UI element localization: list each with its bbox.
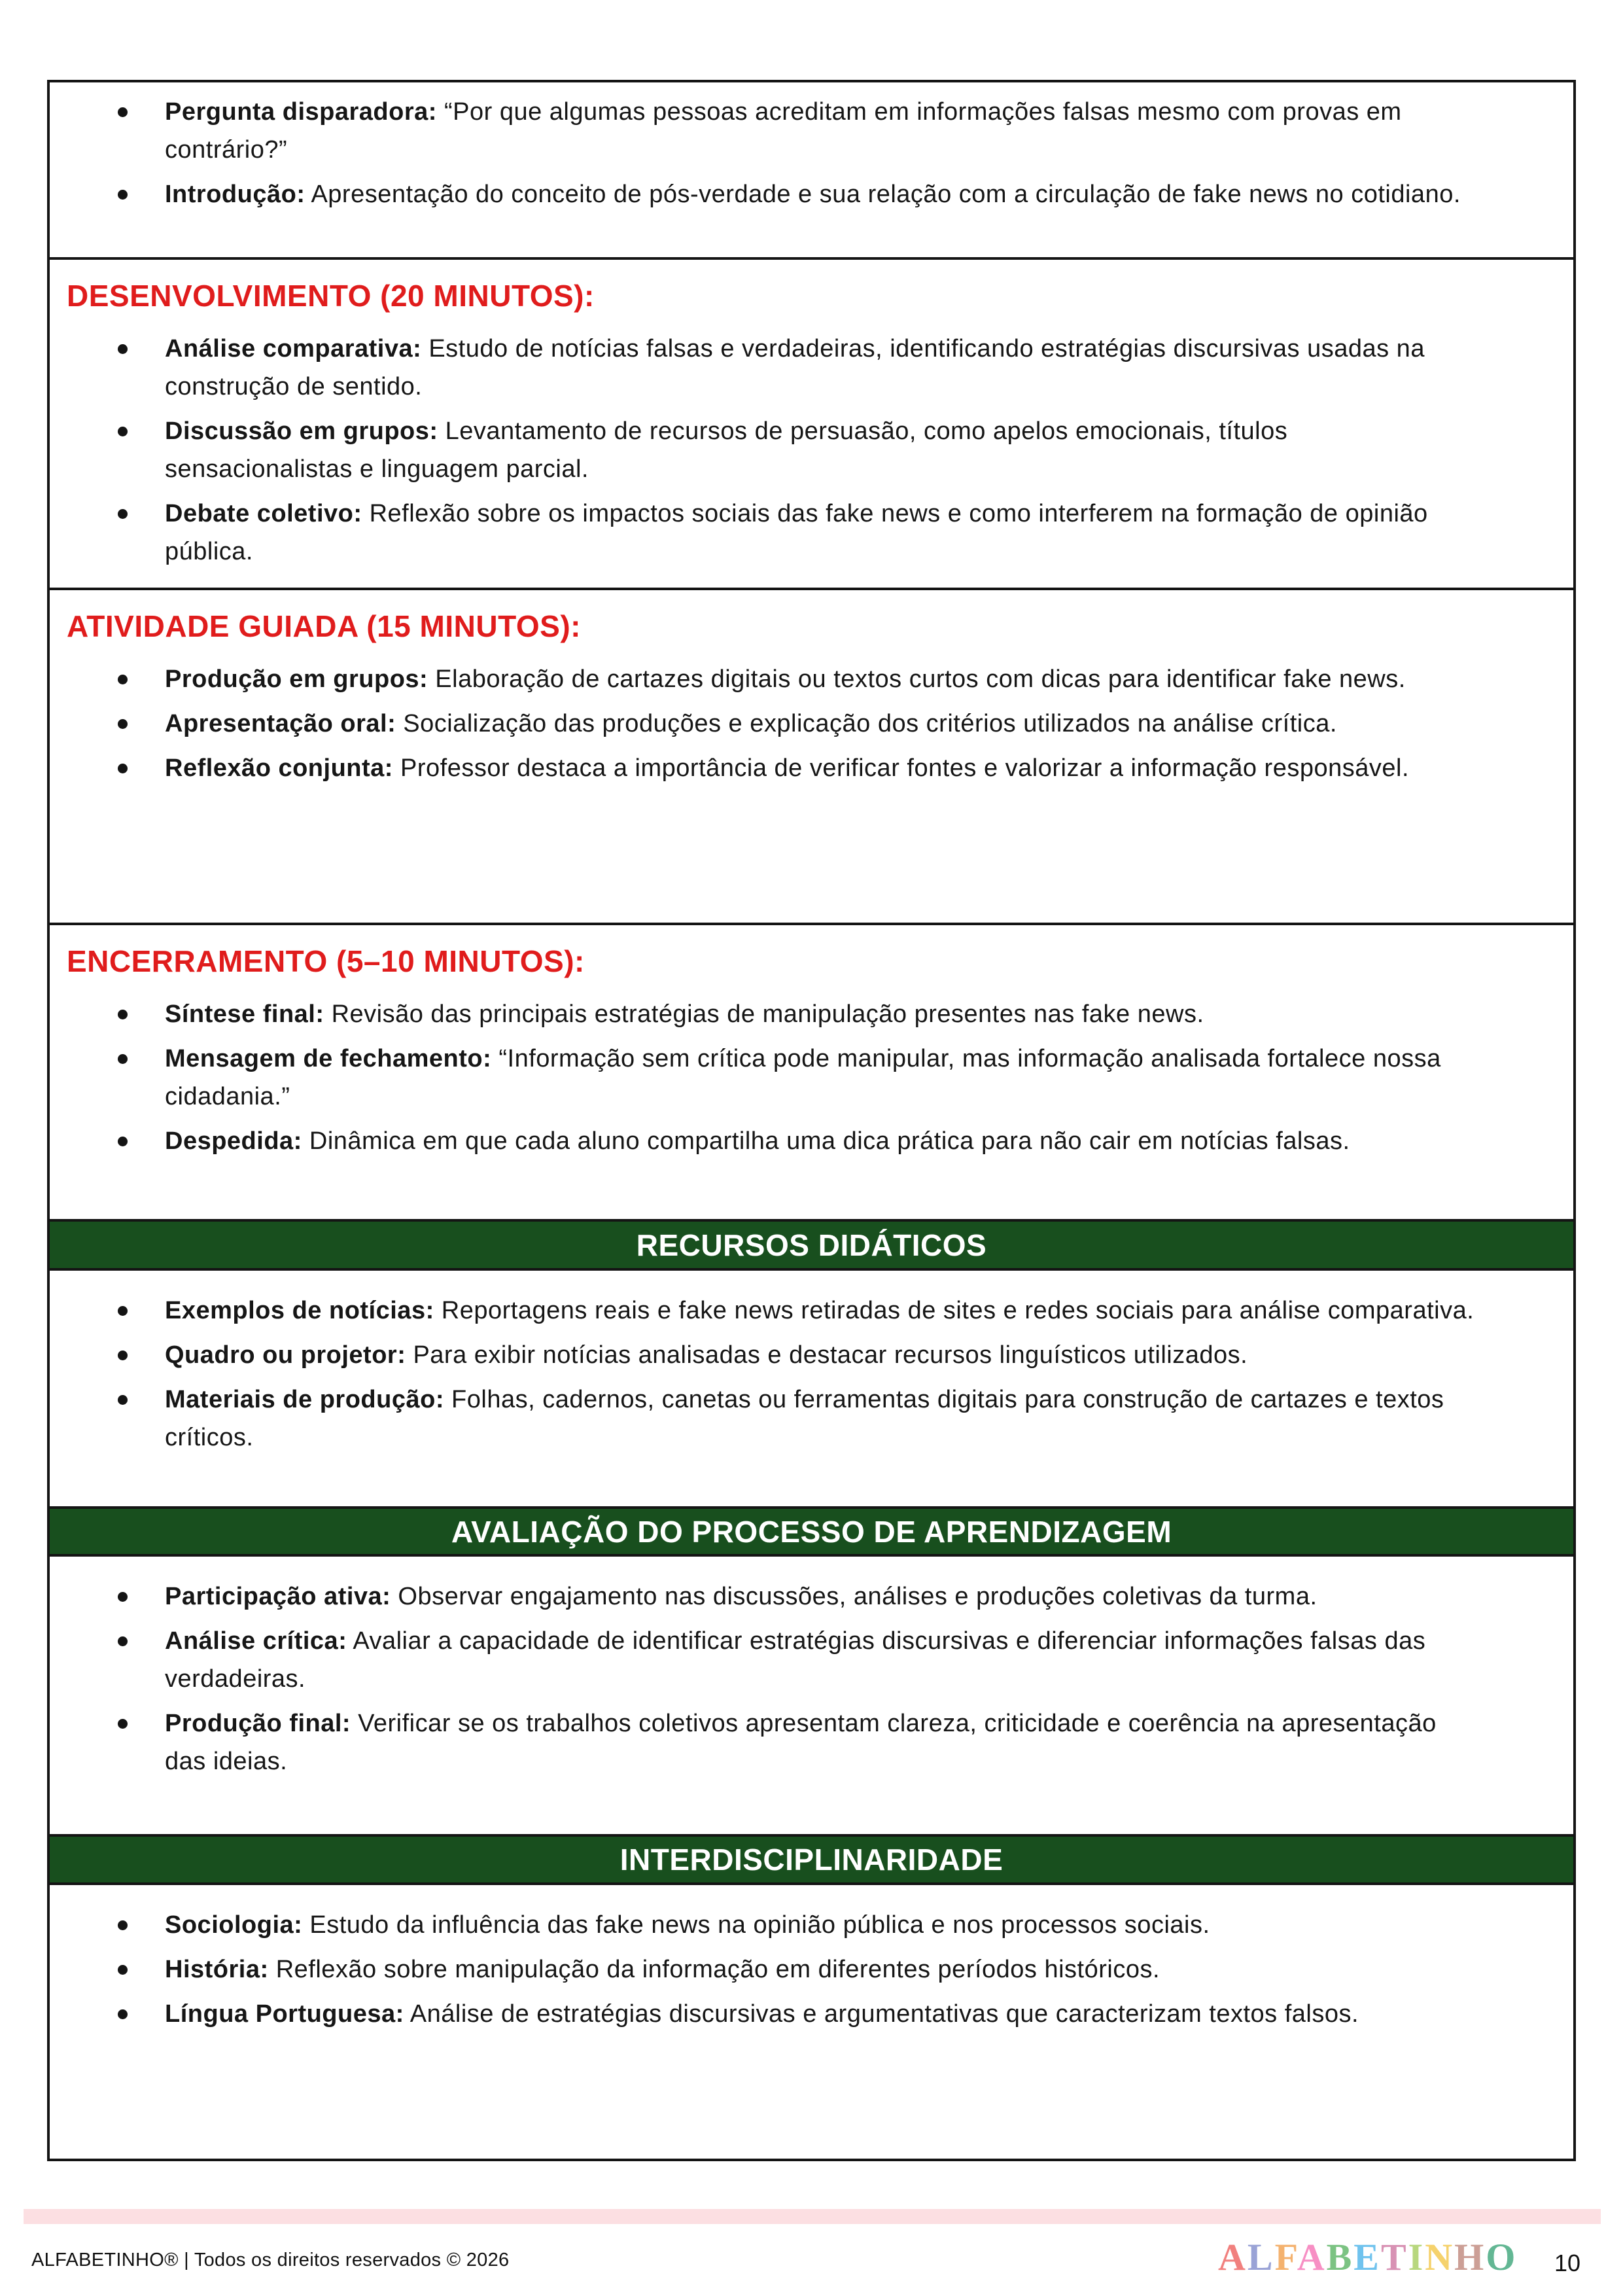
bullet-item: [50, 995, 1475, 1033]
bullet-label: Mensagem de fechamento:: [165, 1044, 492, 1072]
bullet-text: Socialização das produções e explicação dos critérios utilizados na análise crítica.: [403, 709, 1337, 737]
bullet-text: Levantamento de recursos de persuasão, como apelos emocionais, títulos sensacionalistas e linguagem parcial.: [165, 417, 1288, 483]
band-title: AVALIAÇÃO DO PROCESSO DE APRENDIZAGEM: [451, 1514, 1172, 1549]
bullet-label: Análise comparativa:: [165, 334, 422, 362]
logo-letter: I: [1408, 2236, 1425, 2278]
bullet-label: Produção em grupos:: [165, 665, 428, 693]
bullet-label: Reflexão conjunta:: [165, 754, 393, 782]
bullet-text: Avaliar a capacidade de identificar estratégias discursivas e diferenciar informações falsas das verdadeiras.: [165, 1627, 1426, 1693]
bullet-label: Apresentação oral:: [165, 709, 396, 737]
encerramento-bullet-list: [50, 995, 1573, 1160]
bullet-item: [50, 705, 1475, 743]
section-header-atividade-guiada: ATIVIDADE GUIADA (15 MINUTOS):: [67, 609, 581, 643]
section-atividade-guiada: [50, 590, 1573, 925]
section-desenvolvimento: [50, 260, 1573, 590]
interdisciplinaridade-bullet-list: [50, 1906, 1573, 2033]
bullet-text: Estudo da influência das fake news na opinião pública e nos processos sociais.: [309, 1911, 1210, 1939]
section-intro: [50, 82, 1573, 260]
bullet-item: [50, 1622, 1475, 1698]
bullet-text: “Por que algumas pessoas acreditam em informações falsas mesmo com provas em contrário?”: [165, 98, 1402, 164]
bullet-label: Pergunta disparadora:: [165, 98, 437, 126]
logo-letter: N: [1425, 2236, 1455, 2278]
bullet-text: Para exibir notícias analisadas e destacar recursos linguísticos utilizados.: [413, 1341, 1248, 1369]
bullet-label: Síntese final:: [165, 1000, 324, 1028]
bullet-label: Análise crítica:: [165, 1627, 347, 1655]
bullet-item: [50, 1906, 1475, 1944]
bullet-label: Materiais de produção:: [165, 1386, 444, 1413]
bullet-label: Debate coletivo:: [165, 499, 362, 527]
bullet-item: [50, 1381, 1475, 1457]
recursos-bullet-list: [50, 1292, 1573, 1457]
bullet-label: Despedida:: [165, 1127, 302, 1155]
logo-letter: A: [1218, 2236, 1248, 2278]
logo-letter: L: [1247, 2236, 1275, 2278]
bullet-item: [50, 495, 1475, 571]
bullet-text: Revisão das principais estratégias de manipulação presentes nas fake news.: [331, 1000, 1204, 1028]
bullet-label: Sociologia:: [165, 1911, 303, 1939]
bullet-item: [50, 1995, 1475, 2033]
bullet-label: Produção final:: [165, 1710, 351, 1737]
intro-bullet-list: [50, 93, 1573, 213]
bullet-text: Verificar se os trabalhos coletivos apresentam clareza, criticidade e coerência na apresentação das ideias.: [165, 1710, 1437, 1775]
band-title: INTERDISCIPLINARIDADE: [620, 1843, 1003, 1877]
bullet-text: Elaboração de cartazes digitais ou textos curtos com dicas para identificar fake news.: [435, 665, 1406, 693]
bullet-text: “Informação sem crítica pode manipular, mas informação analisada fortalece nossa cidadania.”: [165, 1044, 1441, 1110]
bullet-text: Reportagens reais e fake news retiradas de sites e redes sociais para análise comparativa.: [441, 1297, 1475, 1324]
bullet-text: Análise de estratégias discursivas e argumentativas que caracterizam textos falsos.: [410, 2000, 1359, 2028]
atividade-bullet-list: [50, 660, 1573, 787]
bullet-text: Professor destaca a importância de verificar fontes e valorizar a informação responsável.: [400, 754, 1410, 782]
bullet-label: Discussão em grupos:: [165, 417, 438, 445]
logo-letter: E: [1353, 2236, 1381, 2278]
band-title: RECURSOS DIDÁTICOS: [636, 1227, 987, 1262]
footer-pink-strip: [24, 2209, 1601, 2224]
section-encerramento: [50, 925, 1573, 1222]
bullet-item: [50, 412, 1475, 488]
bullet-item: [50, 1951, 1475, 1988]
bullet-item: [50, 1578, 1475, 1616]
bullet-item: [50, 660, 1475, 698]
bullet-label: História:: [165, 1956, 269, 1983]
page-number: 10: [1554, 2250, 1581, 2276]
bullet-label: Língua Portuguesa:: [165, 2000, 404, 2028]
brand-logo: [1218, 2235, 1517, 2279]
logo-letter: F: [1274, 2236, 1297, 2278]
bullet-text: Observar engajamento nas discussões, análises e produções coletivas da turma.: [398, 1583, 1318, 1610]
bullet-item: [50, 1122, 1475, 1160]
bullet-text: Apresentação do conceito de pós-verdade e sua relação com a circulação de fake news no cotidiano.: [311, 181, 1461, 208]
avaliacao-bullet-list: [50, 1578, 1573, 1780]
desenvolvimento-bullet-list: [50, 330, 1573, 571]
bullet-text: Folhas, cadernos, canetas ou ferramentas digitais para construção de cartazes e textos críticos.: [165, 1386, 1444, 1451]
bullet-label: Introdução:: [165, 181, 305, 208]
footer-copyright: ALFABETINHO® | Todos os direitos reservados © 2026: [31, 2250, 510, 2270]
bullet-item: [50, 1292, 1475, 1330]
logo-letter: A: [1297, 2236, 1327, 2278]
lesson-plan-table: [47, 80, 1576, 2161]
bullet-item: [50, 749, 1475, 787]
section-recursos-didaticos: [50, 1271, 1573, 1509]
bullet-label: Participação ativa:: [165, 1583, 391, 1610]
logo-letter: B: [1326, 2236, 1354, 2278]
bullet-item: [50, 93, 1475, 169]
bullet-item: [50, 1040, 1475, 1116]
bullet-label: Exemplos de notícias:: [165, 1297, 434, 1324]
bullet-label: Quadro ou projetor:: [165, 1341, 406, 1369]
bullet-text: Estudo de notícias falsas e verdadeiras, identificando estratégias discursivas usadas na construção de sentido.: [165, 334, 1425, 400]
bullet-text: Dinâmica em que cada aluno compartilha uma dica prática para não cair em notícias falsas.: [309, 1127, 1350, 1155]
bullet-item: [50, 1704, 1475, 1780]
section-avaliacao: [50, 1557, 1573, 1837]
section-header-encerramento: ENCERRAMENTO (5–10 MINUTOS):: [67, 944, 585, 978]
section-interdisciplinaridade: [50, 1885, 1573, 2159]
bullet-item: [50, 175, 1475, 213]
band-recursos-didaticos: [50, 1222, 1573, 1271]
band-avaliacao: [50, 1509, 1573, 1557]
bullet-item: [50, 1336, 1475, 1374]
logo-letter: H: [1454, 2236, 1486, 2278]
band-interdisciplinaridade: [50, 1837, 1573, 1885]
bullet-text: Reflexão sobre os impactos sociais das fake news e como interferem na formação de opinião pública.: [165, 499, 1428, 565]
logo-letter: T: [1380, 2236, 1408, 2278]
bullet-text: Reflexão sobre manipulação da informação em diferentes períodos históricos.: [275, 1956, 1161, 1983]
section-header-desenvolvimento: DESENVOLVIMENTO (20 MINUTOS):: [67, 279, 595, 313]
logo-letter: O: [1486, 2236, 1518, 2278]
bullet-item: [50, 330, 1475, 406]
